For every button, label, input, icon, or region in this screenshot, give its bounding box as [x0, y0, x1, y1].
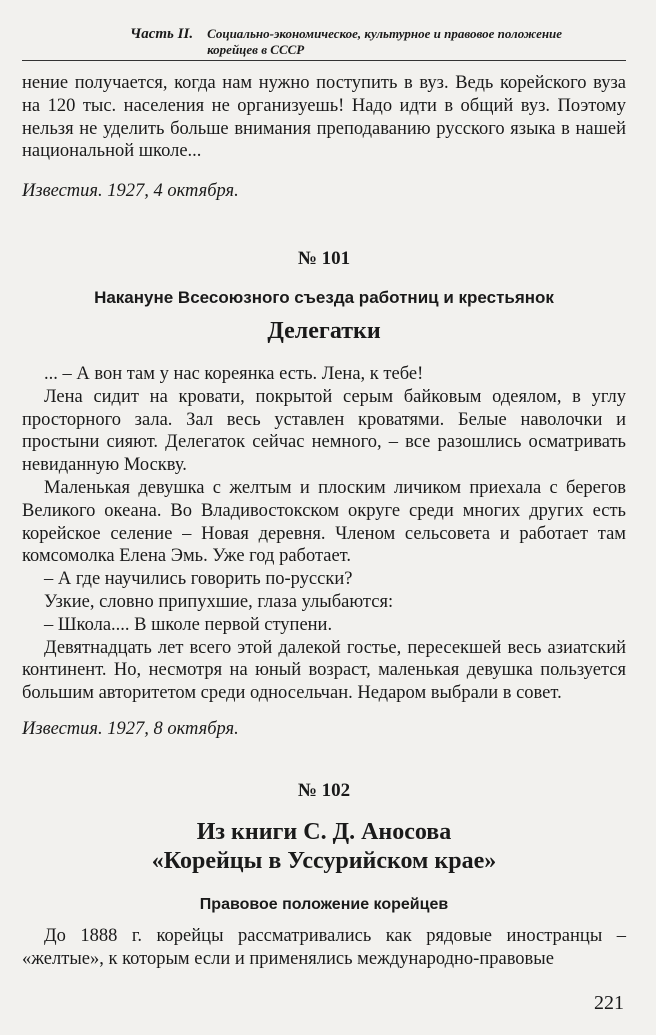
doc-101-paragraph: – А где научились говорить по-русски?	[44, 569, 353, 590]
doc-101-paragraph: ... – А вон там у нас кореянка есть. Лена, к тебе!	[44, 364, 424, 384]
doc-102-number: № 102	[297, 780, 351, 801]
running-header	[130, 26, 600, 58]
doc-101-title: Делегатки	[267, 318, 381, 344]
doc-102-paragraph: До 1888 г. корейцы рассматривались как рядовые иностранцы – «желтые», к которым если и применялись международно-правовые	[22, 926, 626, 969]
doc-102-subtitle: Правовое положение корейцев	[199, 896, 449, 913]
header-title-line-1: Социально-экономическое, культурное и правовое положение	[207, 26, 563, 41]
doc-101-kicker: Накануне Всесоюзного съезда работниц и крестьянок	[94, 288, 554, 307]
header-part-label: Часть II.	[130, 26, 194, 42]
doc-101-source: Известия. 1927, 8 октября.	[22, 719, 239, 739]
header-section-title	[207, 26, 562, 58]
header-rule	[22, 60, 626, 61]
header-title-line-2: корейцев в СССР	[207, 42, 305, 57]
doc-101-paragraph: Маленькая девушка с желтым и плоским личиком приехала с берегов Великого океана. Во Владивостокском округе среди многих других есть корейское селение – Новая деревня. Членом сельсовета и работает там комсомолка Елена Эмь. Уже год работает.	[22, 477, 626, 567]
doc-102-title-line-1: Из книги С. Д. Аносова	[196, 819, 452, 845]
doc-101-paragraph: Узкие, словно припухшие, глаза улыбаются:	[44, 591, 394, 612]
opening-paragraph: нение получается, когда нам нужно поступить в вуз. Ведь корейского вуза на 120 тыс. населения не организуешь! Надо идти в общий вуз. Поэтому нельзя не уделить больше внимания преподаванию русского языка в нашей национальной школе...	[22, 73, 626, 162]
doc-101-number: № 101	[297, 248, 351, 269]
opening-source: Известия. 1927, 4 октября.	[22, 181, 239, 201]
doc-102-title-line-2: «Корейцы в Уссурийском крае»	[151, 848, 497, 874]
doc-101-paragraph: Девятнадцать лет всего этой далекой гостье, пересекшей весь азиатский континент. Но, несмотря на юный возраст, маленькая девушка пользуется большим авторитетом среди односельчан. Недаром выбрали в совет.	[22, 637, 626, 704]
doc-101-paragraph: – Школа.... В школе первой ступени.	[44, 614, 333, 635]
page-number: 221	[594, 992, 624, 1014]
doc-101-paragraph: Лена сидит на кровати, покрытой серым байковым одеялом, в углу просторного зала. Зал весь уставлен кроватями. Белые наволочки и простыни сияют. Делегаток сейчас немного, – все разошлись осматривать невиданную Москву.	[22, 386, 626, 476]
doc-101-body	[22, 363, 626, 705]
